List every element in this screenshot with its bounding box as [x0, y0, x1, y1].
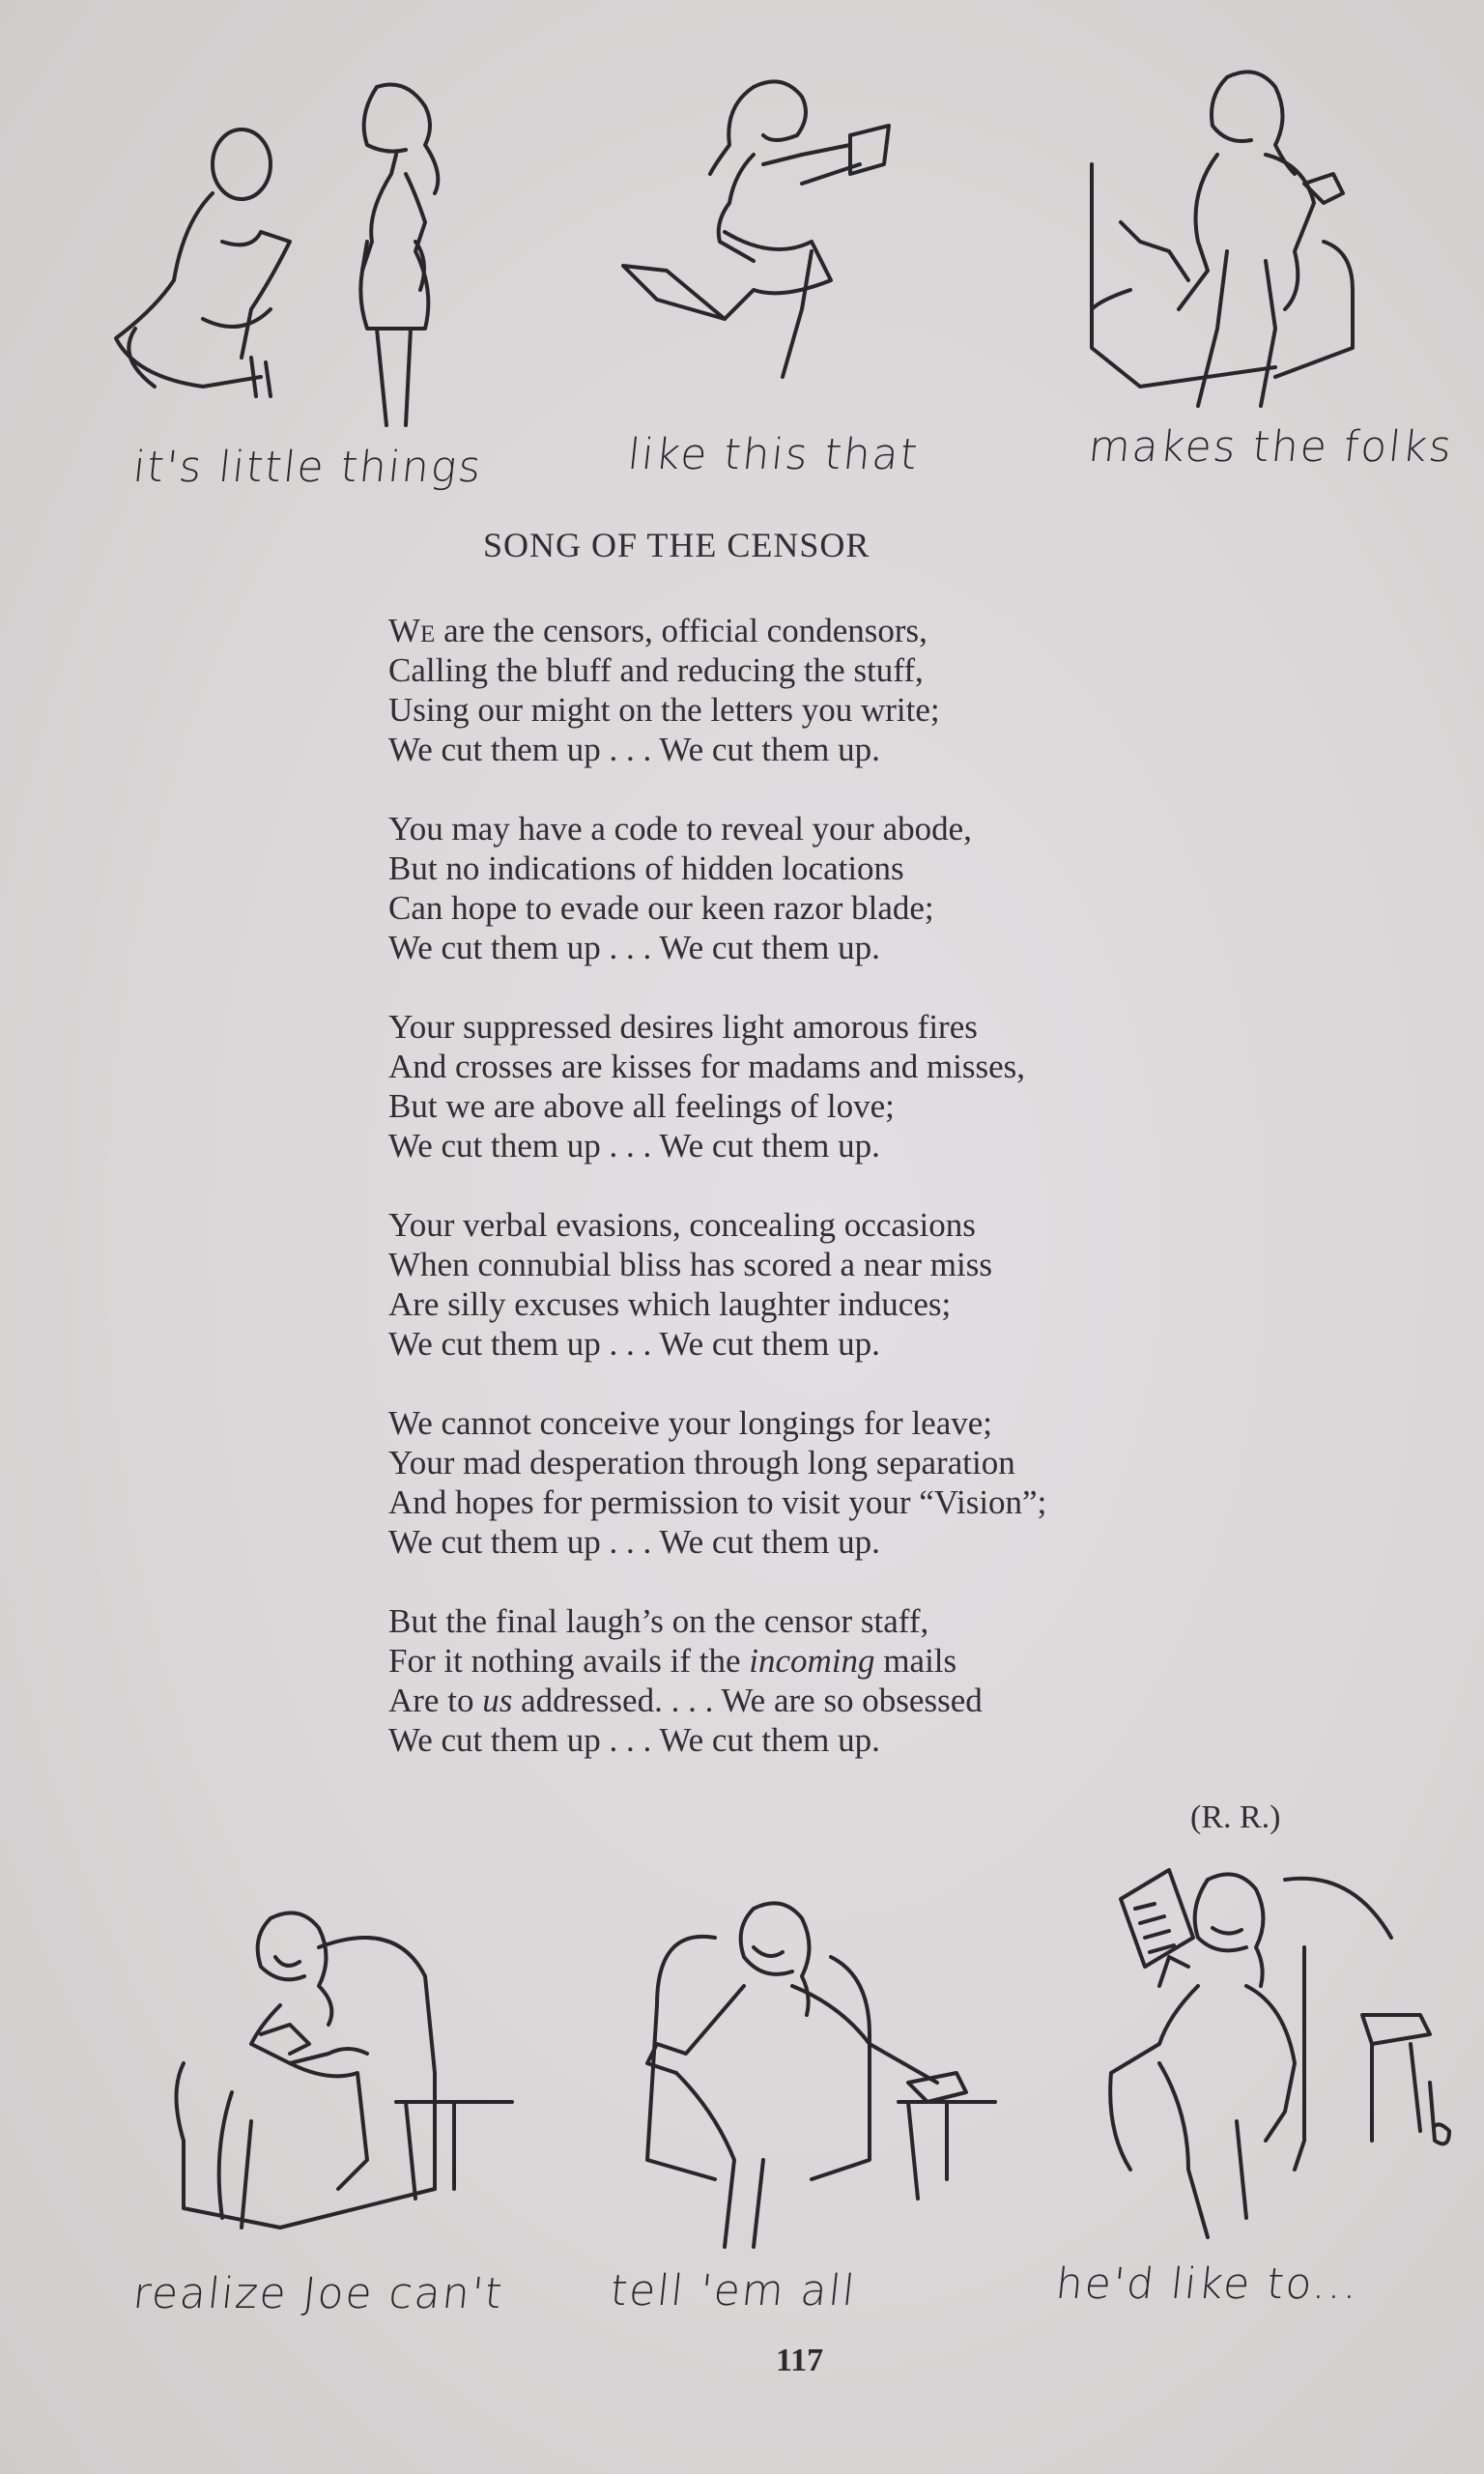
poem-line: We cut them up . . . We cut them up.	[388, 1523, 880, 1561]
cartoon-woman-in-armchair	[1082, 58, 1372, 425]
poem-line: Are to us addressed. . . . We are so obsessed	[388, 1682, 983, 1719]
poem-line: You may have a code to reveal your abode,	[388, 810, 972, 848]
poem-line: When connubial bliss has scored a near miss	[388, 1246, 992, 1283]
stanza	[388, 611, 1258, 769]
poem-line: We cut them up . . . We cut them up.	[388, 929, 880, 966]
poem-line: We cut them up . . . We cut them up.	[388, 1721, 880, 1759]
poem-line: And crosses are kisses for madams and misses,	[388, 1048, 1026, 1085]
poem-line: Can hope to evade our keen razor blade;	[388, 889, 934, 927]
poem-title: SONG OF THE CENSOR	[483, 526, 870, 564]
emphasis: us	[482, 1682, 513, 1719]
stanza	[388, 1007, 1258, 1165]
poem-line: Your suppressed desires light amorous fires	[388, 1008, 978, 1046]
cartoon-woman-with-letters	[618, 1889, 1005, 2257]
lead-word: We	[388, 612, 436, 649]
poem-line: But no indications of hidden locations	[388, 849, 904, 887]
poem-body	[388, 611, 1258, 1799]
poem-line: Your verbal evasions, concealing occasions	[388, 1206, 976, 1244]
poem-line: For it nothing avails if the incoming mails	[388, 1642, 957, 1680]
poem-line: We cut them up . . . We cut them up.	[388, 731, 880, 768]
poem-line: Are silly excuses which laughter induces;	[388, 1285, 952, 1323]
caption-top-left: it's little things	[130, 443, 485, 492]
cartoon-woman-reading-letter	[164, 1899, 531, 2257]
cartoon-couple	[97, 68, 464, 445]
cartoon-woman-censored-letter	[1101, 1851, 1469, 2257]
stanza	[388, 809, 1258, 967]
poem-line: We cut them up . . . We cut them up.	[388, 1127, 880, 1165]
caption-bottom-left: realize Joe can't	[130, 2269, 506, 2318]
poem-line: Your mad desperation through long separation	[388, 1444, 1015, 1482]
page-number: 117	[776, 2343, 824, 2378]
caption-top-middle: like this that	[625, 430, 922, 479]
poem-line: We cut them up . . . We cut them up.	[388, 1325, 880, 1363]
caption-bottom-right: he'd like to...	[1053, 2259, 1362, 2309]
poem-line: And hopes for permission to visit your “Vision”;	[388, 1483, 1047, 1521]
poem-line: We are the censors, official condensors,	[388, 612, 928, 649]
caption-bottom-middle: tell 'em all	[608, 2266, 859, 2316]
cartoon-running-woman	[618, 68, 899, 387]
caption-top-right: makes the folks	[1086, 422, 1456, 472]
stanza	[388, 1403, 1258, 1562]
poem-line: But the final laugh’s on the censor staff,	[388, 1602, 929, 1640]
poem-line: We cannot conceive your longings for leave;	[388, 1404, 993, 1442]
poem-line: Calling the bluff and reducing the stuff,	[388, 651, 924, 689]
poem-line: But we are above all feelings of love;	[388, 1087, 895, 1125]
author-initials: (R. R.)	[1190, 1799, 1281, 1835]
stanza	[388, 1601, 1258, 1760]
poem-line: Using our might on the letters you write;	[388, 691, 940, 729]
stanza	[388, 1205, 1258, 1364]
emphasis: incoming	[749, 1642, 875, 1680]
